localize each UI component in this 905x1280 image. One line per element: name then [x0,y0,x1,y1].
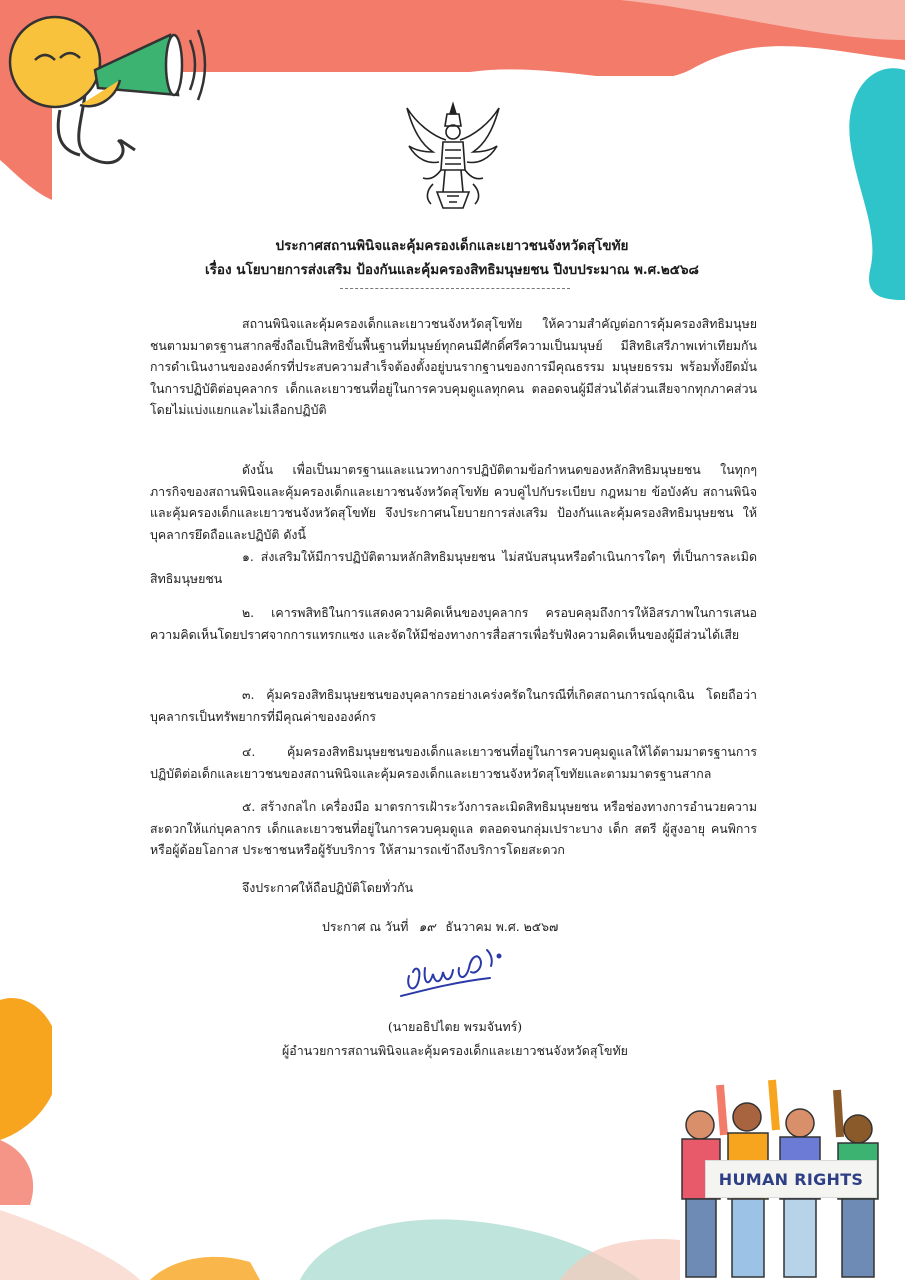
announcement-date [322,918,558,937]
paragraph-policy-preface: ดังนั้น เพื่อเป็นมาตรฐานและแนวทางการปฏิบัติตามข้อกำหนดของหลักสิทธิมนุษยชน ในทุกๆ ภารกิจของสถานพินิจและคุ้มครองเด็กและเยาวชนจังหวัดสุโขทัย ควบคู่ไปกับระเบียบ กฎหมาย ข้อบังคับ สถานพินิจและคุ้มครองเด็กและเยาวชนจังหวัดสุโขทัย จึงประกาศนโยบายการส่งเสริม ป้องกันและคุ้มครองสิทธิมนุษยชน ให้บุคลากรยึดถือและปฏิบัติ ดังนี้ [150,462,757,542]
human-rights-banner: HUMAN RIGHTS [705,1160,877,1198]
paragraph-intro: สถานพินิจและคุ้มครองเด็กและเยาวชนจังหวัดสุโขทัย ให้ความสำคัญต่อการคุ้มครองสิทธิมนุษยชนตามมาตรฐานสากลซึ่งถือเป็นสิทธิขั้นพื้นฐานที่มนุษย์ทุกคนมีศักดิ์ศรีความเป็นมนุษย์ มีสิทธิเสรีภาพเท่าเทียมกัน การดำเนินงานขององค์กรที่ประสบความสำเร็จต้องตั้งอยู่บนรากฐานของการมีคุณธรรม มนุษยธรรม พร้อมทั้งยึดมั่นในการปฏิบัติต่อบุคลากร เด็กและเยาวชนที่อยู่ในการควบคุมดูแลทุกคน ตลอดจนผู้มีส่วนได้ส่วนเสียจากทุกภาคส่วน โดยไม่แบ่งแยกและไม่เลือกปฏิบัติ [150,316,757,417]
policy-item-2: ๒. เคารพสิทธิในการแสดงความคิดเห็นของบุคลากร ครอบคลุมถึงการให้อิสรภาพในการเสนอความคิดเห็นโดยปราศจากการแทรกแซง และจัดให้มีช่องทางการสื่อสารเพื่อรับฟังความคิดเห็นของผู้มีส่วนได้เสีย [150,605,757,642]
handwritten-signature [395,938,515,1008]
garuda-emblem-icon [403,100,503,216]
closing-statement: จึงประกาศให้ถือปฏิบัติโดยทั่วกัน [242,880,414,895]
signatory-name: (นายอธิปไตย พรมจันทร์) [387,1019,523,1034]
title-divider [340,288,570,289]
megaphone-mascot-icon [0,0,220,190]
date-prefix: ประกาศ ณ วันที่ [322,919,409,934]
announcement-title: ประกาศสถานพินิจและคุ้มครองเด็กและเยาวชนจังหวัดสุโขทัย [275,238,629,254]
date-day: ๑๙ [418,919,436,934]
date-month-year: ธันวาคม พ.ศ. ๒๕๖๗ [445,919,559,934]
policy-item-5: ๕. สร้างกลไก เครื่องมือ มาตรการเฝ้าระวังการละเมิดสิทธิมนุษยชน หรือช่องทางการอำนวยความสะดวกให้แก่บุคลากร เด็กและเยาวชนที่อยู่ในการควบคุมดูแล ตลอดจนกลุ่มเปราะบาง เด็ก สตรี ผู้สูงอายุ คนพิการหรือผู้ด้อยโอกาส ประชาชนหรือผู้รับบริการ ให้สามารถเข้าถึงบริการโดยสะดวก [150,799,757,857]
policy-item-1: ๑. ส่งเสริมให้มีการปฏิบัติตามหลักสิทธิมนุษยชน ไม่สนับสนุนหรือดำเนินการใดๆ ที่เป็นการละเมิดสิทธิมนุษยชน [150,549,757,586]
announcement-subject: เรื่อง นโยบายการส่งเสริม ป้องกันและคุ้มครองสิทธิมนุษยชน ปีงบประมาณ พ.ศ.๒๕๖๘ [205,262,699,278]
policy-item-3: ๓. คุ้มครองสิทธิมนุษยชนของบุคลากรอย่างเคร่งครัดในกรณีที่เกิดสถานการณ์ฉุกเฉิน โดยถือว่าบุคลากรเป็นทรัพยากรที่มีคุณค่าขององค์กร [150,687,757,724]
signatory-position: ผู้อำนวยการสถานพินิจและคุ้มครองเด็กและเยาวชนจังหวัดสุโขทัย [282,1043,628,1058]
policy-item-4: ๔. คุ้มครองสิทธิมนุษยชนของเด็กและเยาวชนที่อยู่ในการควบคุมดูแลให้ได้ตามมาตรฐานการปฏิบัติต่อเด็กและเยาวชนของสถานพินิจและคุ้มครองเด็กและเยาวชนจังหวัดสุโขทัยและตามมาตรฐานสากล [150,744,757,781]
